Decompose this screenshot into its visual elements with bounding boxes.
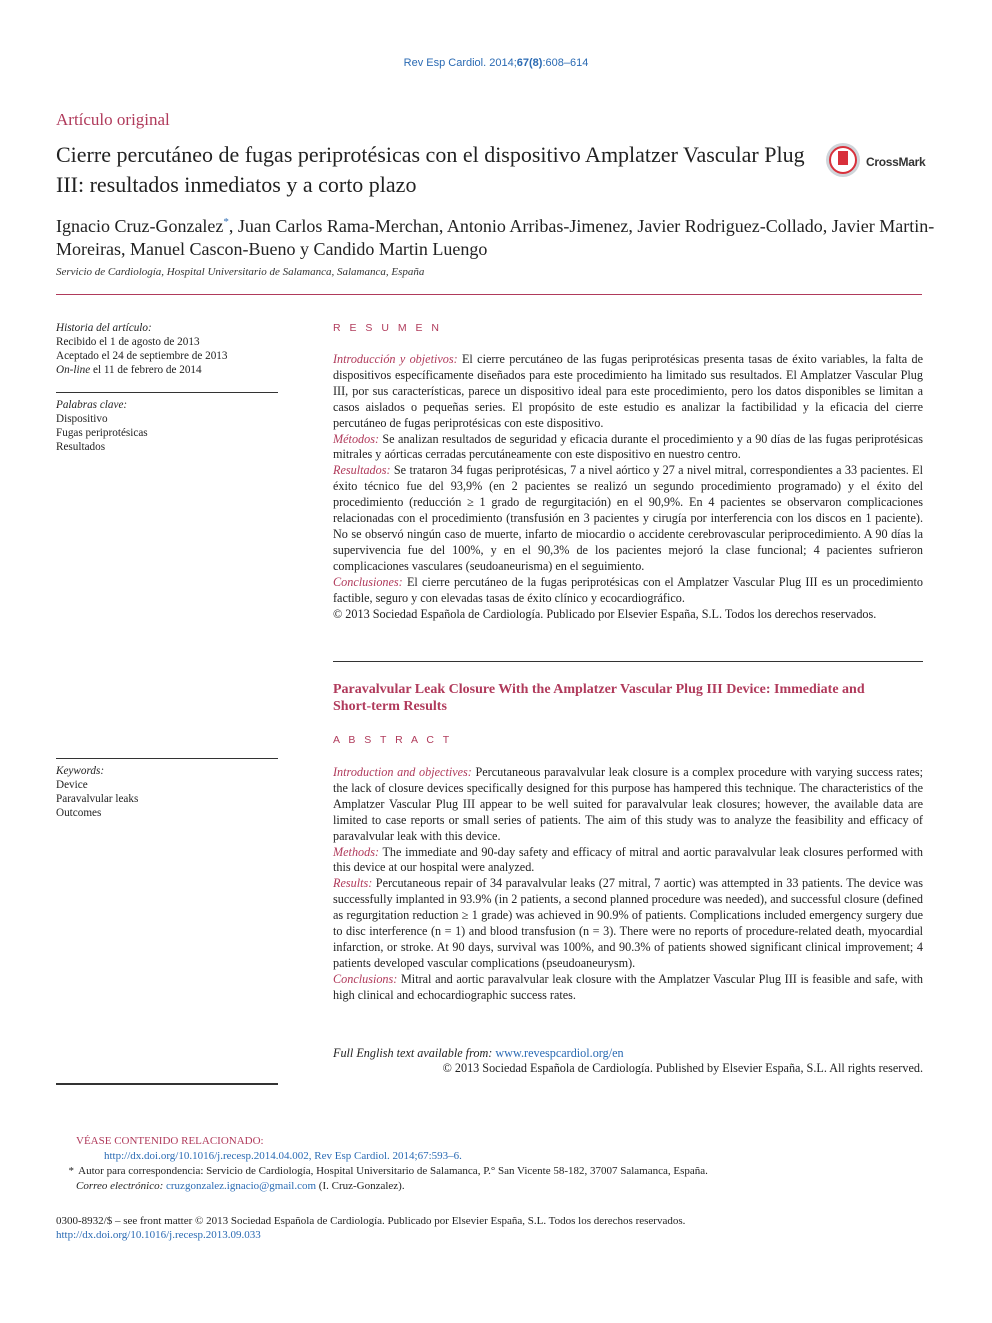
front-matter: 0300-8932/$ – see front matter © 2013 Sociedad Española de Cardiología. Publicado por Elsevier España, S.L. Todos los derechos reservados. [56,1215,686,1227]
full-text-availability [333,1045,923,1061]
keywords-en [56,764,278,820]
author-first: Ignacio Cruz-Gonzalez [56,216,224,236]
section-text: Percutaneous paravalvular leak closure is a complex procedure with varying success rates; the lack of closure devices specifically designed for this purpose has hampered this technique. The characteristics of the Amplatzer Vascular Plug III appear to be well suited for paravalvular leak closures; however, the available data are limited to case reports or small series of patients. The aim of this study was to analyze the feasibility and efficacy of paravalvular leak with this device. [333,765,924,843]
resumen-section [333,463,923,574]
keyword-es: Dispositivo [56,413,108,425]
crossmark-label: CrossMark [866,155,926,169]
section-label-sub: Results: [333,876,373,891]
section-label-sub: Conclusions: [333,971,398,986]
email-label: Correo electrónico: [76,1180,164,1192]
history-accepted: Aceptado el 24 de septiembre de 2013 [56,350,228,362]
keyword-en: Paravalvular leaks [56,793,139,805]
section-text: Se trataron 34 fugas periprotésicas, 7 a nivel aórtico y 27 a nivel mitral, correspondientes a 33 pacientes. El éxito técnico fue del 93,9% (en 2 pacientes se realizó un segundo procedimiento programado) y el éxito del procedimiento (reducción ≥ 1 grado de regurgitación) en el 90,9%. En 4 pacientes se observaron complicaciones relacionadas con el procedimiento (transfusión en 3 pacientes y cirugía por interferencia con los discos en 1 paciente). No se observó ningún caso de muerte, infarto de miocardio o accidente cerebrovascular periprocedimiento. A 90 días la supervivencia fue del 100%, y en el 90,3% de los pacientes mejoró la clase funcional; 4 pacientes sufrieron complicaciones vasculares (seudoaneurisma) en el seguimiento. [333,463,923,573]
history-heading: Historia del artículo: [56,322,152,334]
section-text: Mitral and aortic paravalvular leak closure with the Amplatzer Vascular Plug III is feasible and safe, with high clinical and echocardiographic success rates. [333,971,923,1002]
related-heading: VÉASE CONTENIDO RELACIONADO: [76,1135,264,1147]
crossmark-badge[interactable] [826,143,936,183]
crossmark-icon [826,143,860,177]
keyword-en: Device [56,779,88,791]
article-history [56,321,278,377]
section-label-sub: Introducción y objetivos: [333,352,458,366]
english-title: Paravalvular Leak Closure With the Amplatzer Vascular Plug III Device: Immediate and Short-term Results [333,682,865,714]
resumen-copyright: © 2013 Sociedad Española de Cardiología. Publicado por Elsevier España, S.L. Todos los derechos reservados. [333,606,877,621]
article-title: Cierre percutáneo de fugas periprotésicas con el dispositivo Amplatzer Vascular Plug III: resultados inmediatos y a corto plazo [56,142,805,197]
email-owner: (I. Cruz-Gonzalez). [316,1180,405,1192]
related-content [56,1134,936,1164]
footer [56,1214,936,1242]
author-list [56,211,936,261]
related-link[interactable]: http://dx.doi.org/10.1016/j.recesp.2014.04.002, Rev Esp Cardiol. 2014;67:593–6. [104,1150,462,1162]
fulltext-label: Full English text available from: [333,1046,493,1060]
sidebar-bottom-divider [56,1083,278,1085]
affiliation: Servicio de Cardiología, Hospital Universitario de Salamanca, Salamanca, España [56,266,425,278]
resumen-body [333,352,923,622]
corr-text: Autor para correspondencia: Servicio de Cardiología, Hospital Universitario de Salamanca, P.° San Vicente 58-182, 37007 Salamanca, España. [78,1165,708,1177]
section-label-sub: Conclusiones: [333,574,403,589]
resumen-section [333,432,923,464]
resumen-heading: R E S U M E N [333,322,443,334]
abstract-section [333,845,923,877]
header-divider [56,294,922,295]
fulltext-link[interactable]: www.revespcardiol.org/en [495,1046,624,1060]
keyword-es: Fugas periprotésicas [56,427,148,439]
keywords-en-heading: Keywords: [56,765,105,777]
section-label-sub: Introduction and objectives: [333,765,472,779]
resumen-section [333,575,923,607]
sidebar-divider [56,758,278,759]
section-label-sub: Resultados: [333,463,391,478]
section-label-sub: Métodos: [333,431,380,446]
author-rest: , Juan Carlos Rama-Merchan, Antonio Arribas-Jimenez, Javier Rodriguez-Collado, Javier Martin-Moreiras, Manuel Cascon-Bueno y Candido Martin Luengo [56,216,935,259]
section-text: El cierre percutáneo de la fugas periprotésicas con el Amplatzer Vascular Plug III es un procedimiento factible, seguro y con elevadas tasas de éxito clínico y ecocardiográfico. [333,574,923,605]
keywords-es [56,398,278,454]
resumen-divider [333,661,923,662]
resumen-section [333,352,923,432]
section-label-sub: Methods: [333,844,380,859]
section-text: Se analizan resultados de seguridad y eficacia durante el procedimiento y a 90 días de las fugas periprotésicas mitrales y aórticas cerradas percutáneamente con este dispositivo en nuestro centro. [333,431,923,462]
journal-reference[interactable] [0,57,992,69]
history-online-label: On-line [56,364,91,376]
sidebar-divider [56,392,278,393]
section-text: Percutaneous repair of 34 paravalvular leaks (27 mitral, 7 aortic) was attempted in 33 patients. The device was successfully implanted in 93.9% (in 2 patients, a second planned procedure was needed), and successful closure (defined as regurgitation reduction ≥ 1 grade) was achieved in 90.9% of patients. Complications included emergency surgery due to disc interference (n = 1) and blood transfusion (n = 3). There were no reports of procedure-related death, myocardial infarction, or stroke. At 90 days, survival was 100%, and 90.3% of patients showed significant clinical improvement; 4 patients developed vascular complications (pseudoaneurysm). [333,876,923,970]
journal-ref-issue: (8) [529,57,543,69]
keyword-en: Outcomes [56,807,102,819]
section-text: The immediate and 90-day safety and efficacy of mitral and aortic paravalvular leak closures performed with this device at our hospital were analyzed. [333,844,923,875]
correspondence-note [56,1164,936,1194]
section-label: Artículo original [56,110,170,129]
history-online [56,363,278,377]
email-link[interactable]: cruzgonzalez.ignacio@gmail.com [166,1180,317,1192]
email-line [56,1179,936,1194]
keywords-es-heading: Palabras clave: [56,399,128,411]
abstract-section [333,876,923,971]
article-doi-link[interactable]: http://dx.doi.org/10.1016/j.recesp.2013.09.033 [56,1229,261,1241]
history-online-date: el 11 de febrero de 2014 [90,364,202,376]
journal-ref-pages: :608–614 [542,57,589,69]
journal-ref-prefix: Rev Esp Cardiol. 2014; [403,57,517,69]
section-text: El cierre percutáneo de las fugas periprotésicas presenta tasas de éxito variables, la falta de dispositivos específicamente diseñados para este procedimiento ha limitado sus resultados. El Amplatzer Vascular Plug III, por sus características, parece un dispositivo ideal para este procedimiento, pero los datos disponibles se limitan a casos aislados o pequeñas series. El propósito de este estudio es analizar la factibilidad y la eficacia del cierre percutáneo de fugas periprotésicas con este dispositivo. [333,352,923,430]
journal-ref-volume: 67 [516,57,530,69]
history-received: Recibido el 1 de agosto de 2013 [56,336,200,348]
abstract-body [333,765,923,1004]
corr-mark: * [68,1165,74,1177]
corresponding-author-mark[interactable]: * [223,216,229,228]
keyword-es: Resultados [56,441,106,453]
abstract-copyright: © 2013 Sociedad Española de Cardiología. Published by Elsevier España, S.L. All rights reserved. [442,1061,923,1075]
abstract-heading: A B S T R A C T [333,734,453,746]
abstract-section [333,972,923,1004]
abstract-section [333,765,923,845]
